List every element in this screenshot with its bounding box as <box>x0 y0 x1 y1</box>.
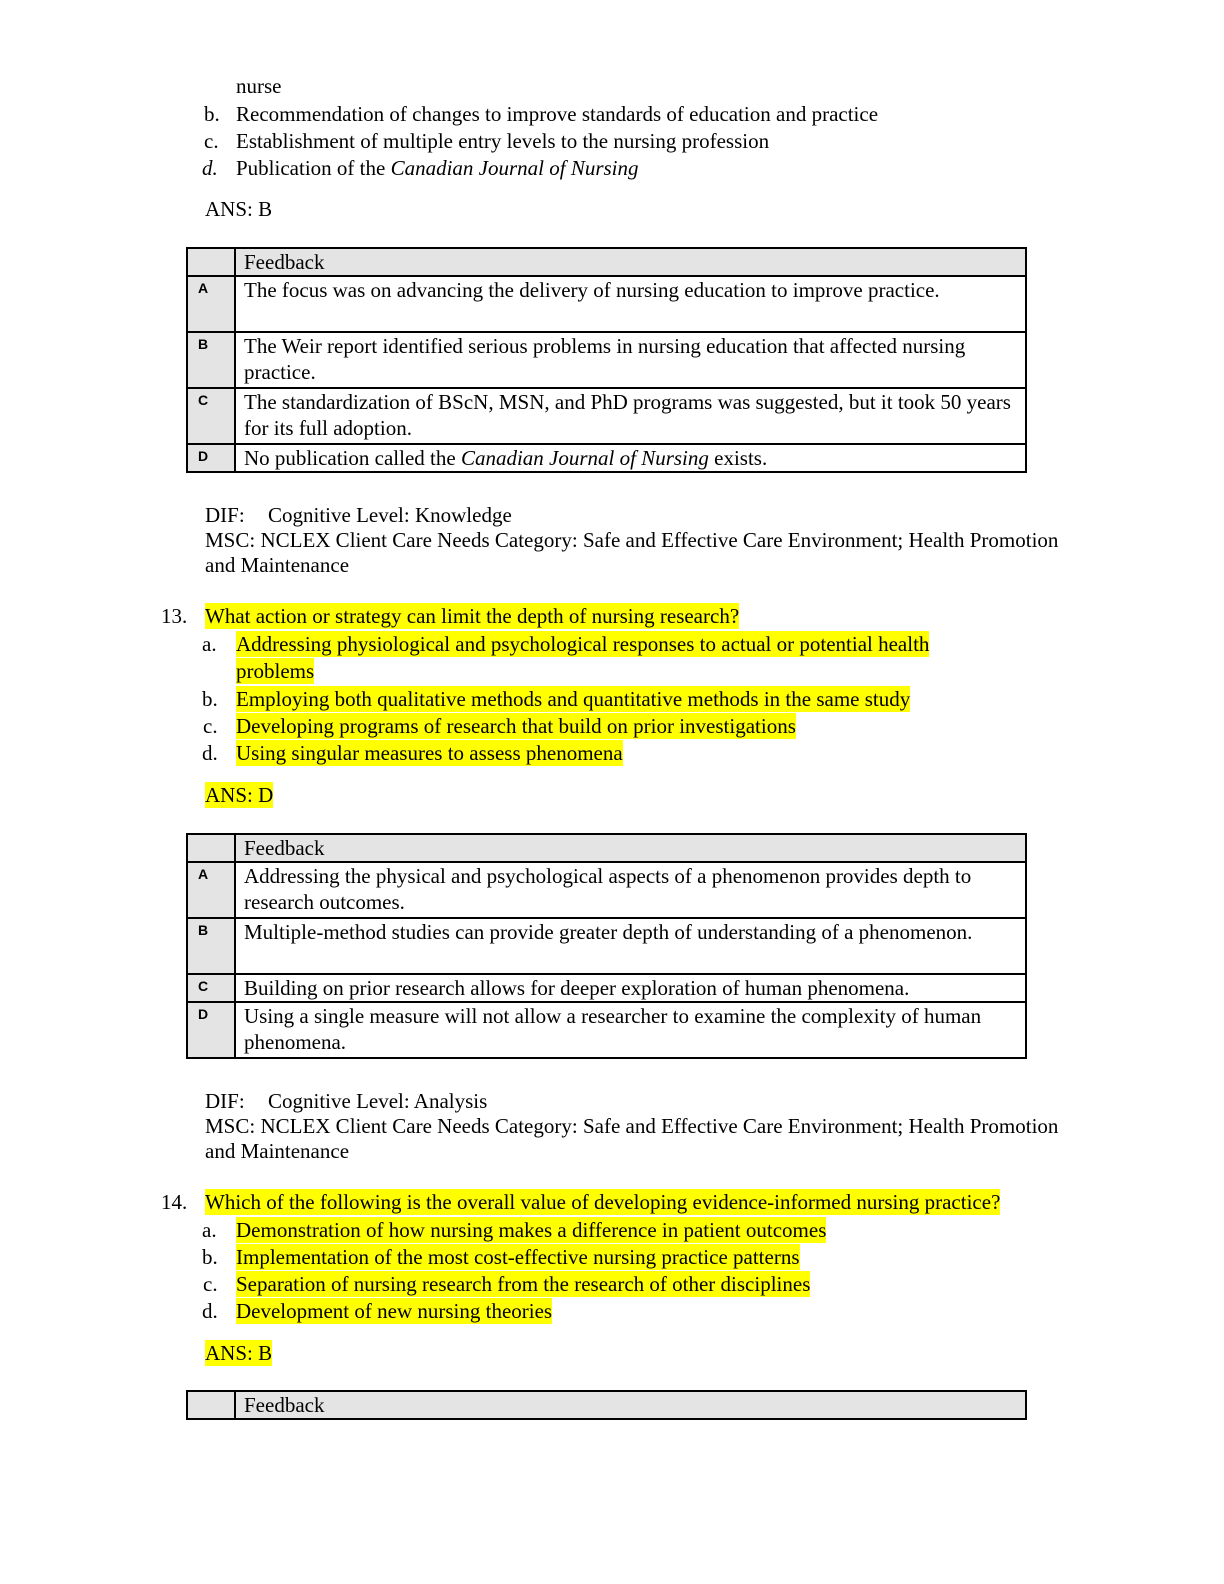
q14-option-d-text: Development of new nursing theories <box>236 1299 553 1323</box>
q14-answer: ANS: B <box>205 1341 273 1365</box>
feedback-letter: D <box>187 444 235 472</box>
feedback-letter: D <box>187 1002 235 1058</box>
feedback-row <box>187 444 1026 472</box>
q12-answer: ANS: B <box>205 197 273 221</box>
q12-option-d-label: d. <box>202 156 218 180</box>
q12-option-b-text: Recommendation of changes to improve standards of education and practice <box>236 102 879 126</box>
feedback-header-blank <box>187 1391 235 1419</box>
q12-dif-value: Cognitive Level: Knowledge <box>268 503 512 527</box>
q14-question: Which of the following is the overall value of developing evidence-informed nursing practice? <box>205 1190 1001 1214</box>
feedback-row <box>187 1002 1026 1058</box>
feedback-header: Feedback <box>235 834 1026 862</box>
feedback-row <box>187 862 1026 918</box>
q13-option-c-text: Developing programs of research that build on prior investigations <box>236 714 796 738</box>
q14-option-b-label: b. <box>202 1245 218 1269</box>
q13-msc-line1: MSC: NCLEX Client Care Needs Category: Safe and Effective Care Environment; Health Promotion <box>205 1114 1059 1138</box>
q12-dif-label: DIF: <box>205 503 245 527</box>
feedback-row <box>187 974 1026 1002</box>
q13-dif-label: DIF: <box>205 1089 245 1113</box>
feedback-header-row <box>187 1391 1026 1419</box>
q14-number: 14. <box>161 1190 188 1214</box>
feedback-header-blank <box>187 834 235 862</box>
feedback-text: Multiple-method studies can provide greater depth of understanding of a phenomenon. <box>235 918 1026 974</box>
q13-option-a-text: Addressing physiological and psychological responses to actual or potential health <box>236 632 930 656</box>
q13-dif-value: Cognitive Level: Analysis <box>268 1089 488 1113</box>
q12-option-d-text: Publication of the Canadian Journal of Nursing <box>236 156 639 180</box>
q14-option-b-text: Implementation of the most cost-effective nursing practice patterns <box>236 1245 800 1269</box>
q12-msc-line1: MSC: NCLEX Client Care Needs Category: Safe and Effective Care Environment; Health Promotion <box>205 528 1059 552</box>
q13-option-a-label: a. <box>202 632 217 656</box>
q13-msc-line2: and Maintenance <box>205 1139 350 1163</box>
feedback-header-row <box>187 834 1026 862</box>
q13-option-b-text: Employing both qualitative methods and quantitative methods in the same study <box>236 687 911 711</box>
feedback-text: Addressing the physical and psychological aspects of a phenomenon provides depth to research outcomes. <box>235 862 1026 918</box>
q14-option-a-label: a. <box>202 1218 217 1242</box>
feedback-text: The Weir report identified serious problems in nursing education that affected nursing practice. <box>235 332 1026 388</box>
feedback-row <box>187 918 1026 974</box>
q14-option-c-label: c. <box>203 1272 218 1296</box>
q13-number: 13. <box>161 604 188 628</box>
feedback-row <box>187 388 1026 444</box>
q12-option-c-text: Establishment of multiple entry levels to the nursing profession <box>236 129 770 153</box>
q12-option-c-label: c. <box>204 129 219 153</box>
q13-option-a-text-cont: problems <box>236 659 315 683</box>
q12-option-b-label: b. <box>204 102 220 126</box>
feedback-text: Building on prior research allows for deeper exploration of human phenomena. <box>235 974 1026 1002</box>
q14-option-a-text: Demonstration of how nursing makes a difference in patient outcomes <box>236 1218 827 1242</box>
feedback-text: The standardization of BScN, MSN, and PhD programs was suggested, but it took 50 years for its full adoption. <box>235 388 1026 444</box>
feedback-text: The focus was on advancing the delivery of nursing education to improve practice. <box>235 276 1026 332</box>
q13-option-b-label: b. <box>202 687 218 711</box>
feedback-header: Feedback <box>235 248 1026 276</box>
feedback-text: No publication called the Canadian Journal of Nursing exists. <box>235 444 1026 472</box>
q12-msc-line2: and Maintenance <box>205 553 350 577</box>
q13-feedback-table <box>186 833 1027 1059</box>
q13-option-d-label: d. <box>202 741 218 765</box>
feedback-row <box>187 332 1026 388</box>
q13-option-d-text: Using singular measures to assess phenomena <box>236 741 623 765</box>
feedback-letter: A <box>187 276 235 332</box>
q13-question: What action or strategy can limit the depth of nursing research? <box>205 604 740 628</box>
q14-option-c-text: Separation of nursing research from the research of other disciplines <box>236 1272 811 1296</box>
q12-feedback-table <box>186 247 1027 473</box>
feedback-letter: A <box>187 862 235 918</box>
feedback-row <box>187 276 1026 332</box>
q12-option-a-tail: nurse <box>236 74 282 98</box>
feedback-letter: B <box>187 918 235 974</box>
q13-answer: ANS: D <box>205 783 274 807</box>
feedback-text: Using a single measure will not allow a researcher to examine the complexity of human phenomena. <box>235 1002 1026 1058</box>
q14-feedback-table <box>186 1390 1027 1420</box>
feedback-letter: B <box>187 332 235 388</box>
feedback-letter: C <box>187 388 235 444</box>
q14-option-d-label: d. <box>202 1299 218 1323</box>
q13-option-c-label: c. <box>203 714 218 738</box>
feedback-header-blank <box>187 248 235 276</box>
feedback-header: Feedback <box>235 1391 1026 1419</box>
feedback-header-row <box>187 248 1026 276</box>
journal-title: Canadian Journal of Nursing <box>390 156 639 180</box>
feedback-letter: C <box>187 974 235 1002</box>
